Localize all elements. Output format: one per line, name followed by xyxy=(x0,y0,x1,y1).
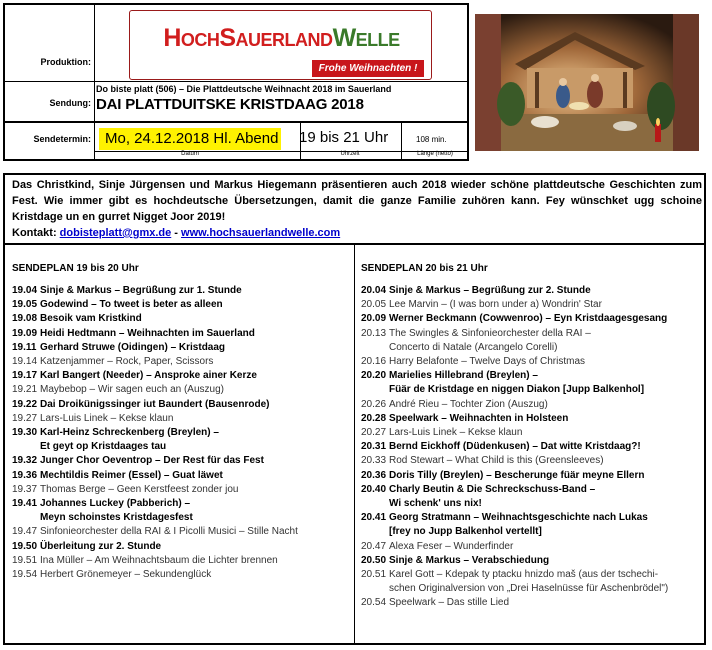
schedule-item: Dai Droikünigssinger iut Baundert (Bausenrode) xyxy=(40,398,270,410)
schedule-item: Meyn schoinstes Kristdagesfest xyxy=(40,512,193,524)
intro-text: Das Christkind, Sinje Jürgensen und Markus Hiegemann präsentieren auch 2018 wieder schöne plattdeutsche Geschichten zum Fest. Wie immer gibt es hochdeutsche Übersetzungen, damit die ganze Familie zuhören kann. Fey wünschket ugg schoine Kristdage un en gurret Nigget Joor 2019! xyxy=(12,179,702,223)
schedule-time xyxy=(12,511,40,525)
schedule-item: Godewind – To tweet is beter as alleen xyxy=(40,299,223,311)
schedule-item: Ina Müller – Am Weihnachtsbaum die Lichter brennen xyxy=(40,554,278,566)
schedule-time xyxy=(361,582,389,596)
schedule-row xyxy=(361,469,691,483)
schedule-row xyxy=(361,355,691,369)
schedule-row xyxy=(12,540,342,554)
schedule-time: 20.05 xyxy=(361,299,387,311)
logo-wordmark: HochSauerlandWelle xyxy=(163,24,400,52)
caption-laenge: Länge (netto) xyxy=(417,151,453,157)
schedule-time: 20.09 xyxy=(361,313,387,325)
schedule-item: Wi schenk' uns nix! xyxy=(389,498,482,510)
schedule-row xyxy=(12,568,342,582)
schedule-time xyxy=(361,497,389,511)
schedule-time: 19.41 xyxy=(12,498,38,510)
schedule-time: 20.31 xyxy=(361,441,387,453)
schedule-item: Gerhard Struwe (Oidingen) – Kristdaag xyxy=(40,341,226,353)
website-link[interactable]: www.hochsauerlandwelle.com xyxy=(181,227,341,239)
schedule-time: 20.13 xyxy=(361,327,387,339)
schedule-item: schen Originalversion von „Drei Haselnüsse für Aschenbrödel") xyxy=(389,583,669,595)
schedule-item: Lee Marvin – (I was born under a) Wondrin' Star xyxy=(389,299,602,311)
schedule-time: 19.27 xyxy=(12,412,38,424)
label-divider xyxy=(94,5,95,159)
schedule-row xyxy=(12,383,342,397)
schedule-row xyxy=(361,525,691,539)
schedule-row xyxy=(361,383,691,397)
schedule-row xyxy=(361,582,691,596)
schedule-time: 19.04 xyxy=(12,285,38,296)
station-logo xyxy=(129,10,432,80)
schedule-item: Überleitung zur 2. Stunde xyxy=(40,540,162,552)
schedule-item: Marielies Hillebrand (Breylen) – xyxy=(389,370,538,382)
schedule-item: [frey no Jupp Balkenhol vertellt] xyxy=(389,526,542,538)
schedule-time: 20.47 xyxy=(361,540,387,552)
schedule-time: 20.20 xyxy=(361,370,387,382)
schedule-row xyxy=(12,554,342,568)
schedule-row xyxy=(361,497,691,511)
schedule-item: Besoik vam Kristkind xyxy=(40,313,142,325)
schedule-item: Concerto di Natale (Arcangelo Corelli) xyxy=(389,341,558,353)
schedule-row xyxy=(12,497,342,511)
schedule-time xyxy=(361,525,389,539)
schedule-row xyxy=(361,454,691,468)
schedule-time: 19.47 xyxy=(12,526,38,538)
schedule-time: 19.54 xyxy=(12,569,38,581)
broadcast-date: Mo, 24.12.2018 Hl. Abend xyxy=(99,128,281,150)
schedule-item: Karl Bangert (Needer) – Ansproke ainer Kerze xyxy=(40,370,257,382)
column-divider xyxy=(354,245,355,643)
schedule-time xyxy=(361,383,389,397)
schedule-item: Herbert Grönemeyer – Sekundenglück xyxy=(40,569,212,581)
schedule-time: 20.33 xyxy=(361,455,387,467)
schedule-item: Doris Tilly (Breylen) – Bescherunge füär meyne Ellern xyxy=(389,469,645,481)
schedule-row xyxy=(361,596,691,610)
schedule-row xyxy=(361,312,691,326)
broadcast-subtitle: Do biste platt (506) – Die Plattdeutsche Weihnacht 2018 im Sauerland xyxy=(96,84,392,94)
schedule-item: Alexa Feser – Wunderfinder xyxy=(389,540,514,552)
schedule-time xyxy=(12,440,40,454)
caption-uhrzeit: Uhrzeit xyxy=(340,151,360,157)
schedule-row xyxy=(12,454,342,468)
schedule-item: Karl-Heinz Schreckenberg (Breylen) – xyxy=(40,427,219,439)
schedule-time: 20.28 xyxy=(361,412,387,424)
schedule-item: Speelwark – Weihnachten in Holsteen xyxy=(389,412,569,424)
schedule-row xyxy=(361,284,691,298)
schedule-row xyxy=(361,412,691,426)
schedule-row xyxy=(12,511,342,525)
schedule-time: 19.21 xyxy=(12,384,38,396)
schedule-time: 20.36 xyxy=(361,469,387,481)
schedule-row xyxy=(12,412,342,426)
schedule-time: 19.51 xyxy=(12,554,38,566)
schedule-row xyxy=(361,327,691,341)
schedule-row xyxy=(12,298,342,312)
schedule-time: 20.41 xyxy=(361,512,387,524)
schedule-item: Sinje & Markus – Begrüßung zur 2. Stunde xyxy=(389,285,591,296)
schedule-time: 20.54 xyxy=(361,597,387,609)
row-divider xyxy=(5,121,467,123)
schedule-time: 20.04 xyxy=(361,285,387,296)
schedule-item: Bernd Eickhoff (Düdenkusen) – Dat witte Kristdaag?! xyxy=(389,441,641,453)
schedule-list xyxy=(12,284,342,582)
schedule-item: Speelwark – Das stille Lied xyxy=(389,597,510,609)
schedule-item: Sinje & Markus – Begrüßung zur 1. Stunde xyxy=(40,285,242,296)
schedule-time: 19.05 xyxy=(12,299,38,311)
label-sendung: Sendung: xyxy=(49,98,91,108)
schedule-item: Lars-Luis Linek – Kekse klaun xyxy=(40,412,174,424)
broadcast-title: DAI PLATTDUITSKE KRISTDAAG 2018 xyxy=(96,96,364,113)
schedule-row xyxy=(361,369,691,383)
schedule-row xyxy=(12,284,342,298)
schedule-time: 19.36 xyxy=(12,469,38,481)
schedule-row xyxy=(361,298,691,312)
schedule-time: 19.37 xyxy=(12,483,38,495)
schedule-heading: SENDEPLAN 19 bis 20 Uhr xyxy=(12,263,139,274)
schedule-time: 19.14 xyxy=(12,356,38,368)
schedule-row xyxy=(12,426,342,440)
schedule-row xyxy=(361,540,691,554)
schedule-item: Harry Belafonte – Twelve Days of Christmas xyxy=(389,356,586,368)
schedule-row xyxy=(12,525,342,539)
schedule-item: Lars-Luis Linek – Kekse klaun xyxy=(389,427,523,439)
schedule-row xyxy=(12,483,342,497)
schedule-item: Sinfonieorchester della RAI & I Picolli Musici – Stille Nacht xyxy=(40,526,298,538)
schedule-item: Heidi Hedtmann – Weihnachten im Sauerland xyxy=(40,327,255,339)
schedule-item: The Swingles & Sinfonieorchester della RAI – xyxy=(389,327,591,339)
broadcast-time: 19 bis 21 Uhr xyxy=(299,129,389,146)
schedule-row xyxy=(361,483,691,497)
schedule-item: Johannes Luckey (Pabberich) – xyxy=(40,498,191,510)
contact-label: Kontakt: xyxy=(12,227,57,239)
schedule-time: 20.51 xyxy=(361,569,387,581)
schedule-time: 19.09 xyxy=(12,327,38,339)
schedule-heading: SENDEPLAN 20 bis 21 Uhr xyxy=(361,263,488,274)
schedule-row xyxy=(361,568,691,582)
schedule-row xyxy=(12,327,342,341)
nativity-scene-illustration xyxy=(475,14,699,151)
schedule-item: Et geyt op Kristdaages tau xyxy=(40,441,167,453)
schedule-time: 20.50 xyxy=(361,554,387,566)
schedule-row xyxy=(361,554,691,568)
schedule-item: Katzenjammer – Rock, Paper, Scissors xyxy=(40,356,214,368)
schedule-row xyxy=(12,398,342,412)
schedule-list xyxy=(361,284,691,611)
schedule-item: Rod Stewart – What Child is this (Greensleeves) xyxy=(389,455,604,467)
schedule-item: Füär de Kristdage en niggen Diakon [Jupp Balkenhol] xyxy=(389,384,645,396)
email-link[interactable]: dobisteplatt@gmx.de xyxy=(59,227,172,239)
schedule-item: Thomas Berge – Geen Kerstfeest zonder jou xyxy=(40,483,239,495)
logo-tagline: Frohe Weihnachten ! xyxy=(312,60,424,77)
schedule-time: 20.40 xyxy=(361,483,387,495)
schedule-time: 19.17 xyxy=(12,370,38,382)
schedule-row xyxy=(361,511,691,525)
broadcast-length: 108 min. xyxy=(416,135,447,144)
schedule-time: 19.32 xyxy=(12,455,38,467)
schedule-time: 19.08 xyxy=(12,313,38,325)
schedule-item: Werner Beckmann (Cowwenroo) – Eyn Kristdaagesgesang xyxy=(389,313,668,325)
schedule-item: Mechtildis Reimer (Essel) – Guat läwet xyxy=(40,469,223,481)
schedule-second-hour xyxy=(361,263,691,611)
schedule-item: Charly Beutin & Die Schreckschuss-Band – xyxy=(389,483,596,495)
contact-separator: - xyxy=(171,227,182,239)
schedule-row xyxy=(12,355,342,369)
schedule-item: Junger Chor Oeventrop – Der Rest für das Fest xyxy=(40,455,264,467)
label-sendetermin: Sendetermin: xyxy=(33,134,91,144)
schedule-item: Karel Gott – Kdepak ty ptacku hnizdo maš (aus der tschechi- xyxy=(389,569,659,581)
nativity-scene-photo xyxy=(475,14,699,151)
row-divider xyxy=(5,81,467,82)
schedule-row xyxy=(361,398,691,412)
schedule-item: Maybebop – Wir sagen euch an (Auszug) xyxy=(40,384,224,396)
schedule-item: Georg Stratmann – Weihnachtsgeschichte nach Lukas xyxy=(389,512,648,524)
schedule-time xyxy=(361,341,389,355)
schedule-row xyxy=(361,440,691,454)
schedule-time: 19.50 xyxy=(12,540,38,552)
schedule-time: 20.27 xyxy=(361,427,387,439)
schedule-time: 19.22 xyxy=(12,398,38,410)
intro-paragraph xyxy=(12,177,702,241)
schedule-time: 19.30 xyxy=(12,427,38,439)
schedule-first-hour xyxy=(12,263,342,582)
schedule-row xyxy=(12,312,342,326)
label-produktion: Produktion: xyxy=(40,57,91,67)
caption-datum: Datum xyxy=(181,151,199,157)
schedule-row xyxy=(361,341,691,355)
schedule-row xyxy=(361,426,691,440)
schedule-item: Sinje & Markus – Verabschiedung xyxy=(389,554,550,566)
schedule-row xyxy=(12,469,342,483)
schedule-row xyxy=(12,369,342,383)
schedule-row xyxy=(12,440,342,454)
program-panel xyxy=(3,173,706,645)
schedule-item: André Rieu – Tochter Zion (Auszug) xyxy=(389,398,548,410)
schedule-row xyxy=(12,341,342,355)
schedule-time: 19.11 xyxy=(12,341,37,353)
schedule-time: 20.16 xyxy=(361,356,387,368)
schedule-time: 20.26 xyxy=(361,398,387,410)
